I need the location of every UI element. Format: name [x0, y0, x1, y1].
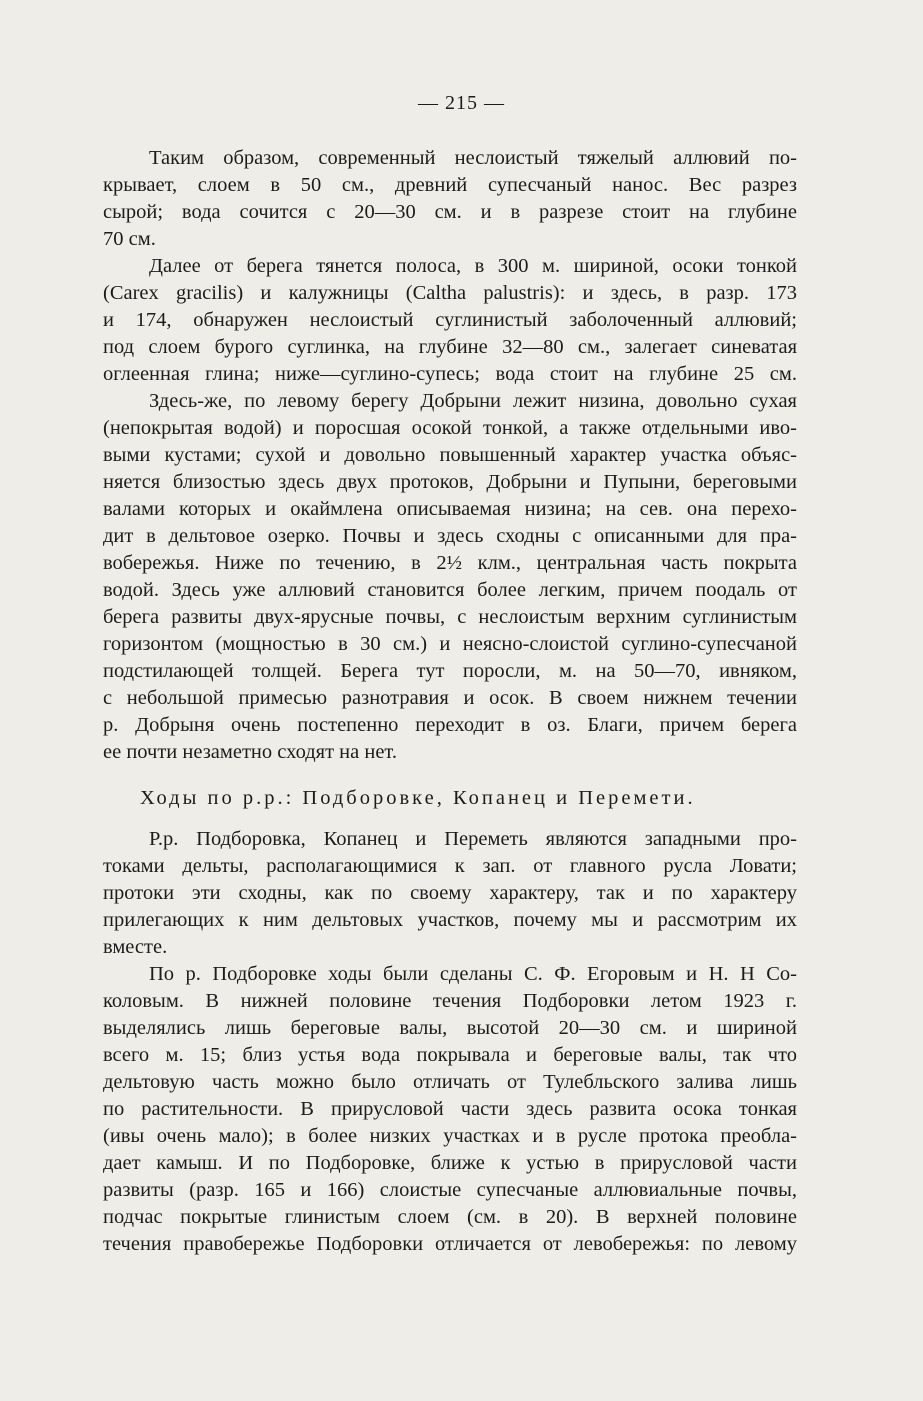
text-line: Здесь-же, по левому берегу Добрыни лежит низина, довольно сухая [149, 390, 797, 412]
text-line: р. Добрыня очень постепенно переходит в оз. Благи, причем берега [103, 714, 797, 736]
text-line: и 174, обнаружен неслоистый суглинистый заболоченный аллювий; [103, 309, 797, 331]
text-line: няется близостью здесь двух протоков, Добрыни и Пупыни, береговыми [103, 471, 797, 493]
text-line: прилегающих к ним дельтовых участков, почему мы и рассмотрим их [103, 909, 797, 931]
text-line: оглеенная глина; ниже—суглино-супесь; вода стоит на глубине 25 см. [103, 363, 797, 385]
page-number: — 215 — [418, 92, 505, 114]
text-line: Таким образом, современный неслоистый тяжелый аллювий по- [149, 147, 797, 169]
text-line: (Carex gracilis) и калужницы (Caltha palustris): и здесь, в разр. 173 [103, 282, 797, 304]
text-line: развиты (разр. 165 и 166) слоистые супесчаные аллювиальные почвы, [103, 1179, 797, 1201]
text-line: всего м. 15; близ устья вода покрывала и береговые валы, так что [103, 1044, 797, 1066]
text-line: вместе. [103, 936, 168, 958]
text-line: дает камыш. И по Подборовке, ближе к устью в прирусловой части [103, 1152, 797, 1174]
text-line: токами дельты, располагающимися к зап. от главного русла Ловати; [103, 855, 797, 877]
text-line: горизонтом (мощностью в 30 см.) и неясно-слоистой суглино-супесчаной [103, 633, 797, 655]
text-line: 70 см. [103, 228, 156, 250]
text-line: под слоем бурого суглинка, на глубине 32—80 см., залегает синеватая [103, 336, 797, 358]
text-line: (ивы очень мало); в более низких участках и в русле протока преобла- [103, 1125, 797, 1147]
text-line: ее почти незаметно сходят на нет. [103, 741, 397, 763]
text-line: Р.р. Подборовка, Копанец и Переметь являются западными про- [149, 828, 797, 850]
text-line: коловым. В нижней половине течения Подборовки летом 1923 г. [103, 990, 797, 1012]
text-line: течения правобережье Подборовки отличается от левобережья: по левому [103, 1233, 797, 1255]
text-line: По р. Подборовке ходы были сделаны С. Ф. Егоровым и Н. Н Со- [149, 963, 797, 985]
text-block-2 [103, 826, 797, 1258]
text-line: берега развиты двух-ярусные почвы, с неслоистым верхним суглинистым [103, 606, 797, 628]
text-line: крывает, слоем в 50 см., древний супесчаный нанос. Вес разрез [103, 174, 797, 196]
text-line: водой. Здесь уже аллювий становится более легким, причем поодаль от [103, 579, 797, 601]
text-line: выделялись лишь береговые валы, высотой 20—30 см. и шириной [103, 1017, 797, 1039]
text-line: подчас покрытые глинистым слоем (см. в 20). В верхней половине [103, 1206, 797, 1228]
text-line: дельтовую часть можно было отличать от Тулебльского залива лишь [103, 1071, 797, 1093]
text-block-1 [103, 145, 797, 766]
text-line: выми кустами; сухой и довольно повышенный характер участка объяс- [103, 444, 797, 466]
text-line: Далее от берега тянется полоса, в 300 м. шириной, осоки тонкой [149, 255, 797, 277]
text-line: дит в дельтовое озерко. Почвы и здесь сходны с описанными для пра- [103, 525, 797, 547]
section-heading: Ходы по р.р.: Подборовке, Копанец и Перемети. [140, 787, 696, 809]
text-line: (непокрытая водой) и поросшая осокой тонкой, а также отдельными иво- [103, 417, 797, 439]
text-line: с небольшой примесью разнотравия и осок. В своем нижнем течении [103, 687, 797, 709]
text-line: протоки эти сходны, как по своему характеру, так и по характеру [103, 882, 797, 904]
text-line: сырой; вода сочится с 20—30 см. и в разрезе стоит на глубине [103, 201, 797, 223]
text-line: вобережья. Ниже по течению, в 2½ клм., центральная часть покрыта [103, 552, 797, 574]
text-line: валами которых и окаймлена описываемая низина; на сев. она перехо- [103, 498, 797, 520]
text-line: подстилающей толщей. Берега тут поросли, м. на 50—70, ивняком, [103, 660, 797, 682]
text-line: по растительности. В прирусловой части здесь развита осока тонкая [103, 1098, 797, 1120]
